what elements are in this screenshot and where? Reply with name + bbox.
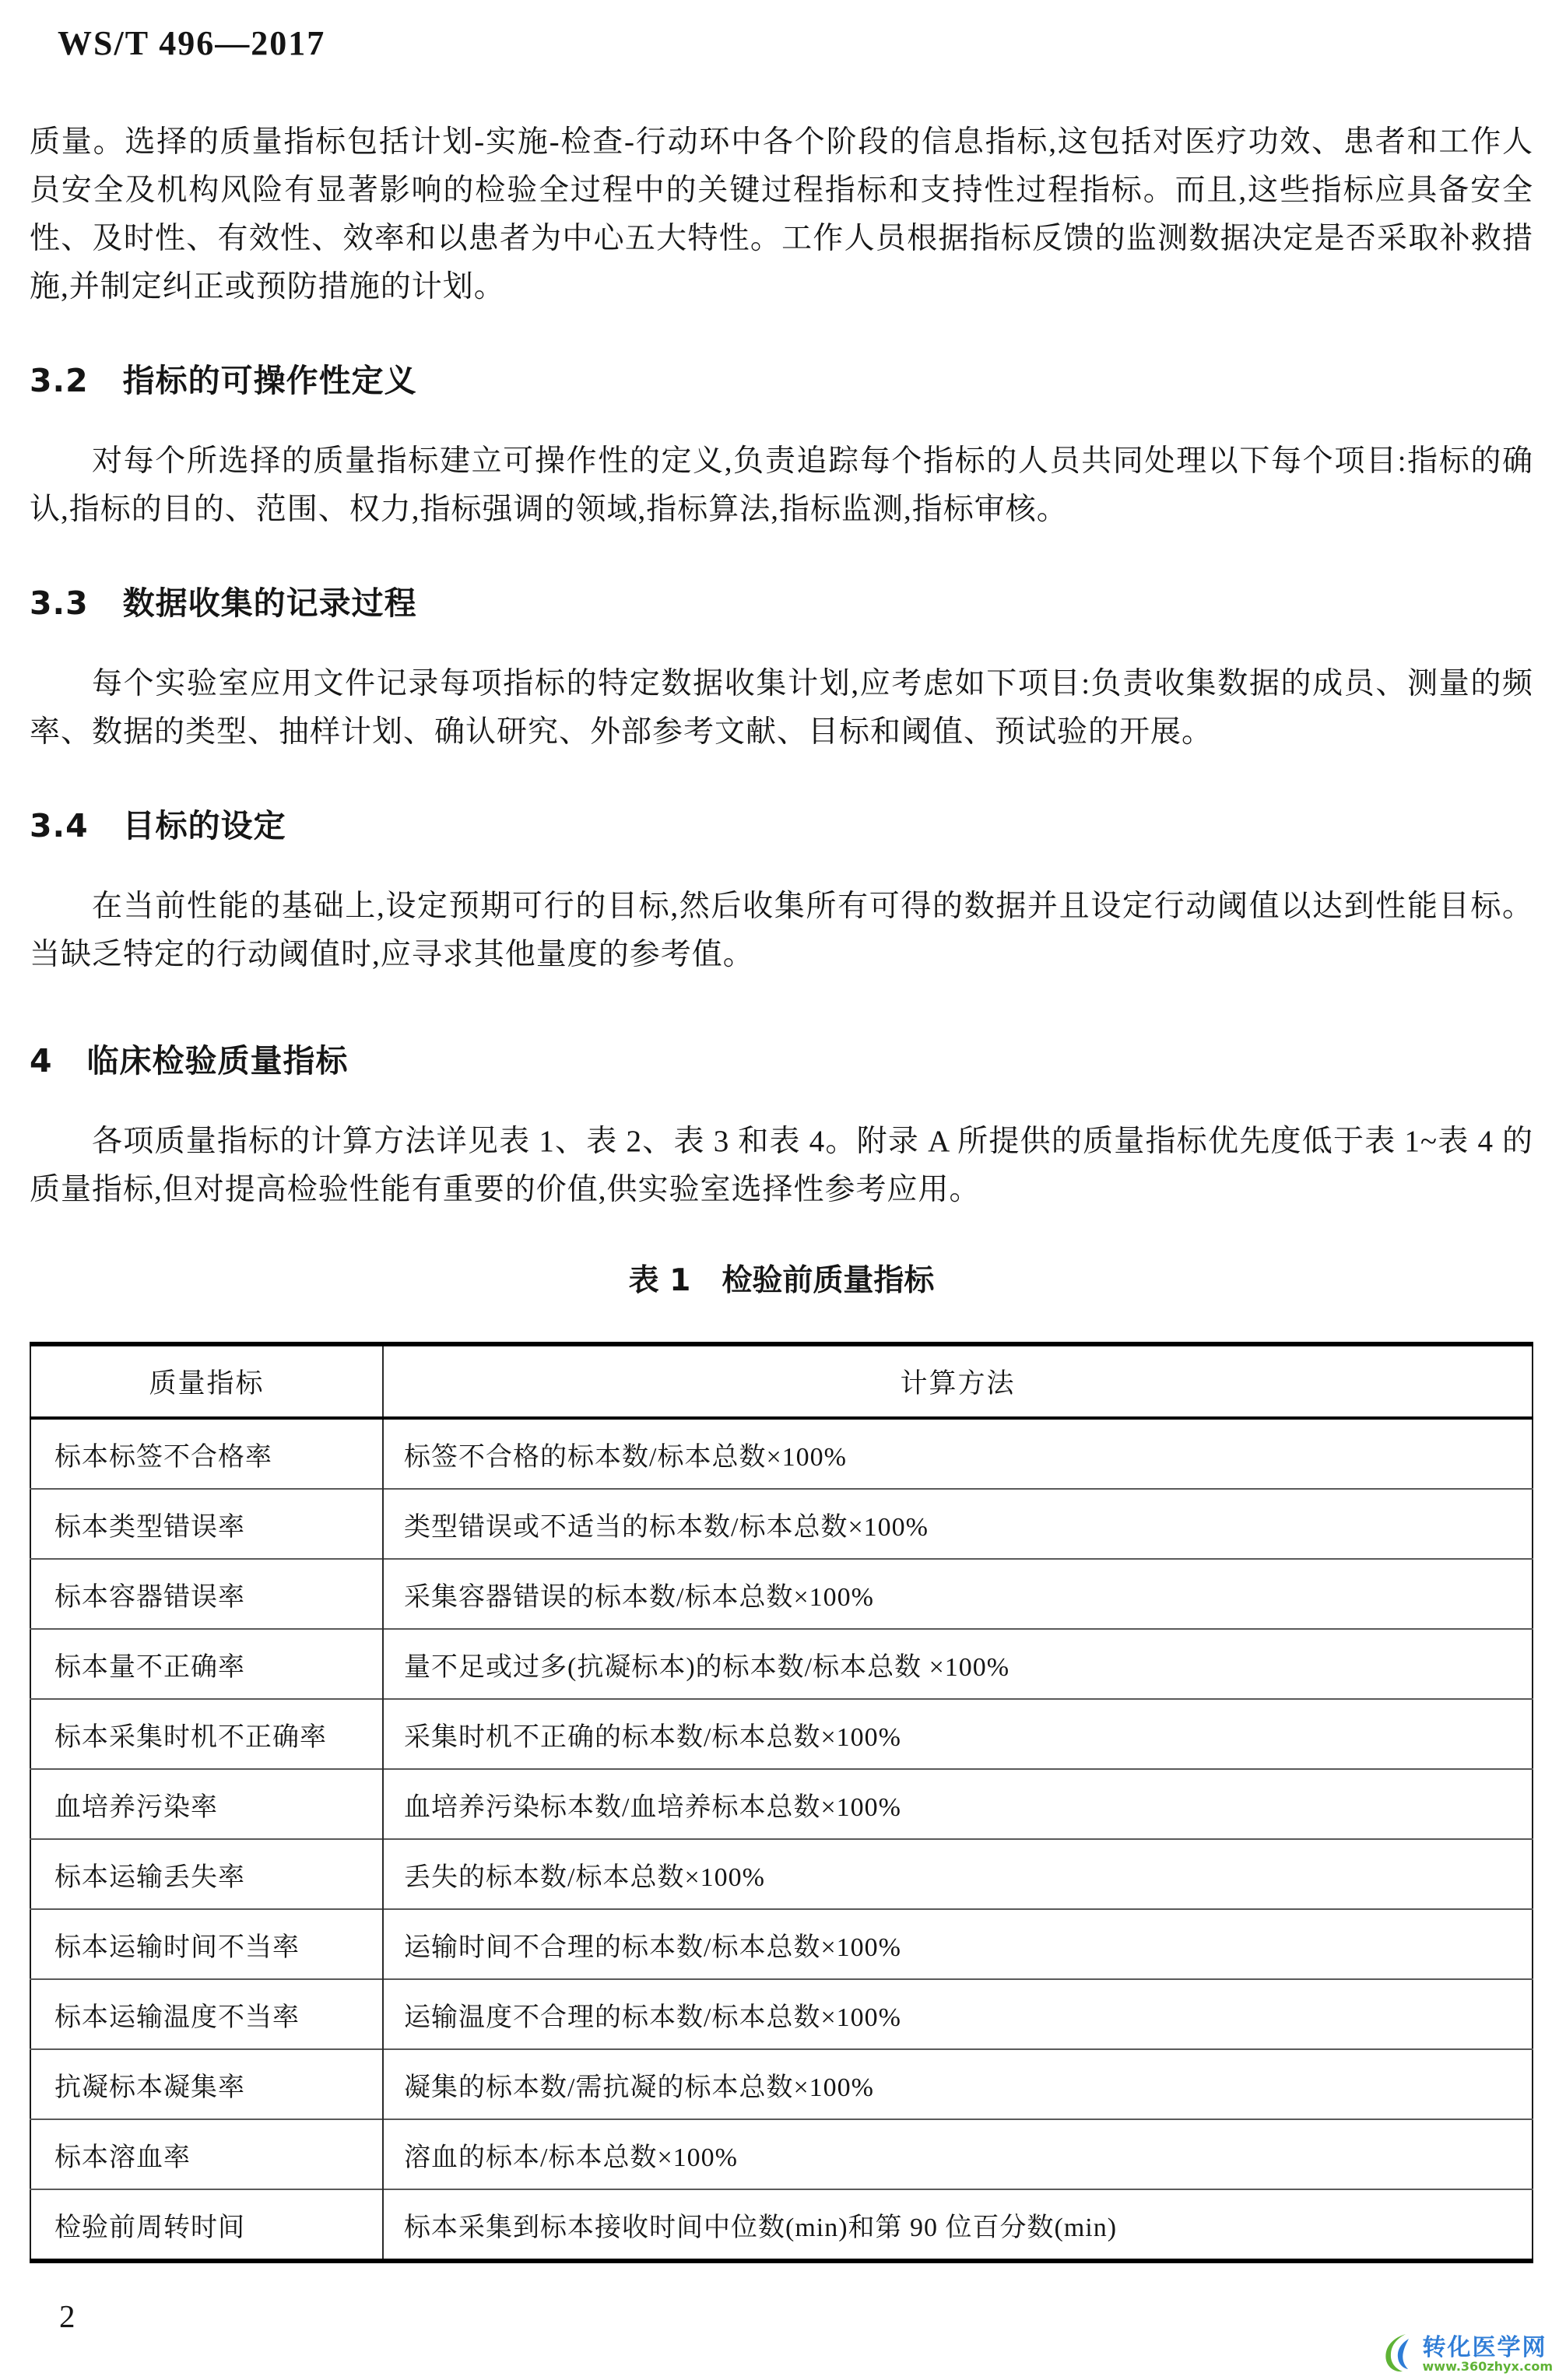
section-number: 4 xyxy=(30,1042,53,1079)
section-number: 3.2 xyxy=(30,362,89,399)
section-paragraph-4: 各项质量指标的计算方法详见表 1、表 2、表 3 和表 4。附录 A 所提供的质量指标优先度低于表 1~表 4 的质量指标,但对提高检验性能有重要的价值,供实验室选择性参考应用。 xyxy=(30,1125,1533,1206)
intro-paragraph: 质量。选择的质量指标包括计划-实施-检查-行动环中各个阶段的信息指标,这包括对医疗功效、患者和工作人员安全及机构风险有显著影响的检验全过程中的关键过程指标和支持性过程指标。而且,这些指标应具备安全性、及时性、有效性、效率和以患者为中心五大特性。工作人员根据指标反馈的监测数据决定是否采取补救措施,并制定纠正或预防措施的计划。 xyxy=(30,125,1533,304)
method-cell: 采集容器错误的标本数/标本总数×100% xyxy=(383,1559,1533,1629)
indicator-cell: 标本运输丢失率 xyxy=(30,1839,383,1909)
watermark-site-url: www.360zhyx.com xyxy=(1422,2358,1553,2374)
table-row xyxy=(30,1629,1533,1699)
table-row xyxy=(30,1489,1533,1559)
table-row xyxy=(30,1769,1533,1839)
method-cell: 丢失的标本数/标本总数×100% xyxy=(383,1839,1533,1909)
indicator-cell: 标本溶血率 xyxy=(30,2119,383,2189)
section-heading-3-2 xyxy=(30,358,1533,403)
watermark-text xyxy=(1423,2336,1553,2373)
table-row xyxy=(30,2049,1533,2119)
method-cell: 标本采集到标本接收时间中位数(min)和第 90 位百分数(min) xyxy=(383,2189,1533,2261)
table-header-row xyxy=(30,1344,1533,1418)
section-title: 目标的设定 xyxy=(122,807,286,844)
section-paragraph-3-3: 每个实验室应用文件记录每项指标的特定数据收集计划,应考虑如下项目:负责收集数据的成员、测量的频率、数据的类型、抽样计划、确认研究、外部参考文献、目标和阈值、预试验的开展。 xyxy=(30,667,1533,749)
indicator-cell: 标本采集时机不正确率 xyxy=(30,1699,383,1769)
section-paragraph-3-4: 在当前性能的基础上,设定预期可行的目标,然后收集所有可得的数据并且设定行动阈值以达到性能目标。当缺乏特定的行动阈值时,应寻求其他量度的参考值。 xyxy=(30,890,1533,971)
method-cell: 量不足或过多(抗凝标本)的标本数/标本总数 ×100% xyxy=(383,1629,1533,1699)
indicator-cell: 抗凝标本凝集率 xyxy=(30,2049,383,2119)
section-number: 3.4 xyxy=(30,807,89,844)
indicator-cell: 血培养污染率 xyxy=(30,1769,383,1839)
watermark xyxy=(1382,2333,1553,2377)
method-cell: 运输时间不合理的标本数/标本总数×100% xyxy=(383,1909,1533,1979)
indicator-cell: 标本类型错误率 xyxy=(30,1489,383,1559)
indicator-cell: 检验前周转时间 xyxy=(30,2189,383,2261)
table-row xyxy=(30,2189,1533,2261)
section-heading-3-3 xyxy=(30,581,1533,626)
indicator-cell: 标本运输温度不当率 xyxy=(30,1979,383,2049)
table-body xyxy=(30,1418,1533,2261)
table-row xyxy=(30,1559,1533,1629)
section-number: 3.3 xyxy=(30,584,89,622)
method-cell: 运输温度不合理的标本数/标本总数×100% xyxy=(383,1979,1533,2049)
page-body xyxy=(30,118,1533,2263)
table-row xyxy=(30,1418,1533,1489)
quality-indicator-table xyxy=(30,1342,1533,2263)
section-title: 临床检验质量指标 xyxy=(86,1042,349,1079)
table-caption-label: 表 1 xyxy=(628,1263,691,1298)
method-cell: 标签不合格的标本数/标本总数×100% xyxy=(404,1442,847,1472)
column-header-indicator: 质量指标 xyxy=(30,1344,383,1418)
indicator-cell: 标本量不正确率 xyxy=(30,1629,383,1699)
method-cell: 血培养污染标本数/血培养标本总数×100% xyxy=(383,1769,1533,1839)
section-heading-4 xyxy=(30,1038,1533,1083)
column-header-method: 计算方法 xyxy=(383,1344,1533,1418)
table-row xyxy=(30,1699,1533,1769)
indicator-cell: 标本标签不合格率 xyxy=(30,1418,383,1489)
method-cell: 凝集的标本数/需抗凝的标本总数×100% xyxy=(383,2049,1533,2119)
table-row xyxy=(30,1909,1533,1979)
table-caption xyxy=(30,1259,1533,1303)
leaf-logo-icon xyxy=(1382,2333,1418,2377)
page-number: 2 xyxy=(59,2298,75,2334)
section-title: 数据收集的记录过程 xyxy=(122,584,417,622)
method-cell: 类型错误或不适当的标本数/标本总数×100% xyxy=(383,1489,1533,1559)
table-caption-title: 检验前质量指标 xyxy=(722,1263,935,1298)
section-paragraph-3-2: 对每个所选择的质量指标建立可操作性的定义,负责追踪每个指标的人员共同处理以下每个项目:指标的确认,指标的目的、范围、权力,指标强调的领域,指标算法,指标监测,指标审核。 xyxy=(30,444,1533,526)
table-row xyxy=(30,2119,1533,2189)
indicator-cell: 标本运输时间不当率 xyxy=(30,1909,383,1979)
standard-code: WS/T 496—2017 xyxy=(58,24,326,62)
section-title: 指标的可操作性定义 xyxy=(122,362,417,399)
section-heading-3-4 xyxy=(30,803,1533,848)
table-row xyxy=(30,1839,1533,1909)
watermark-site-name: 转化医学网 xyxy=(1422,2334,1547,2362)
method-cell: 采集时机不正确的标本数/标本总数×100% xyxy=(383,1699,1533,1769)
method-cell: 溶血的标本/标本总数×100% xyxy=(383,2119,1533,2189)
table-row xyxy=(30,1979,1533,2049)
indicator-cell: 标本容器错误率 xyxy=(30,1559,383,1629)
